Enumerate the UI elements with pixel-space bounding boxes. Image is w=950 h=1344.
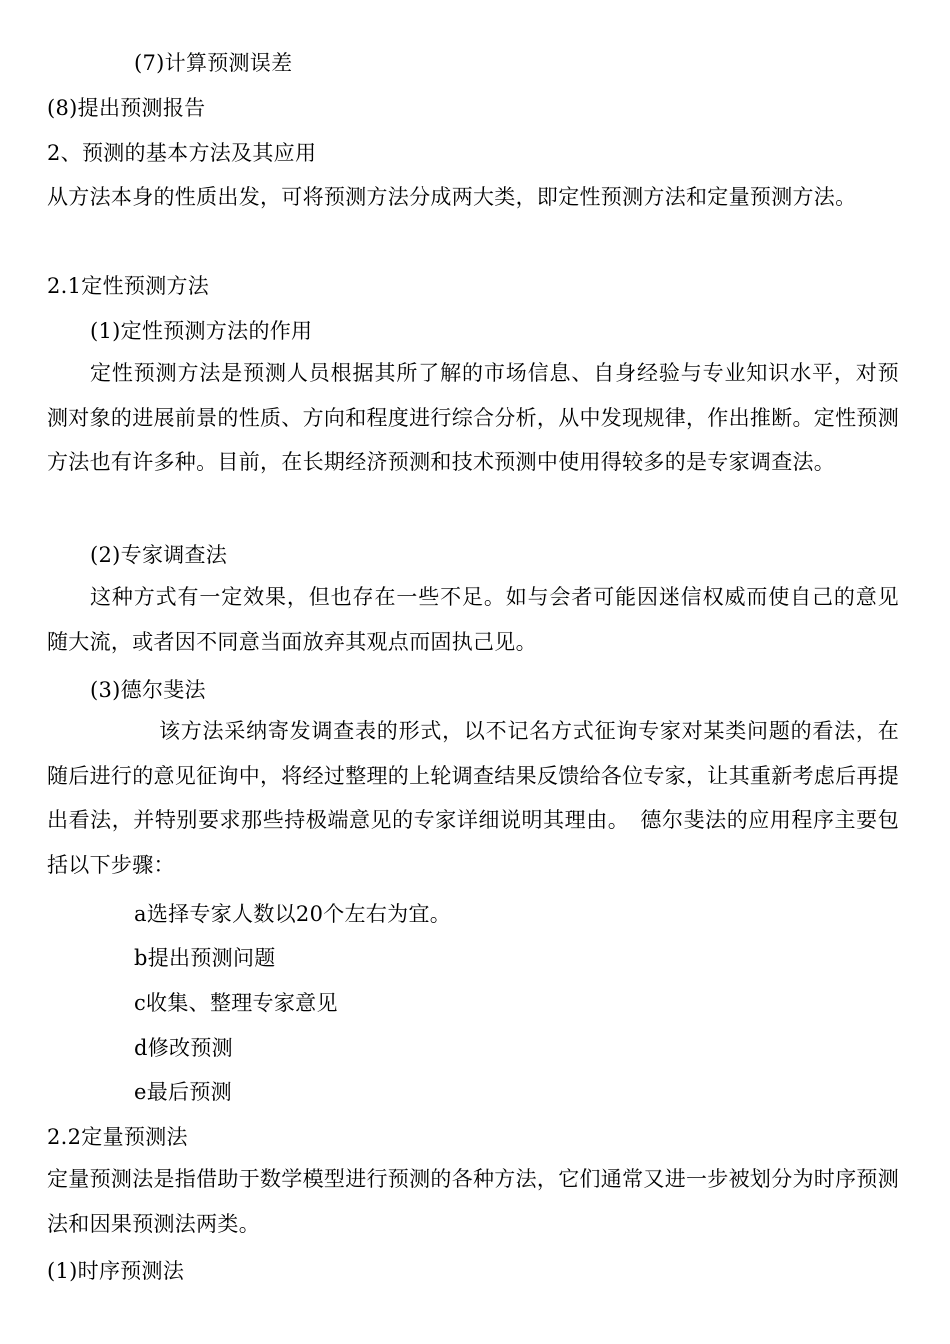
delphi-step-d: d修改预测 <box>134 1036 233 1060</box>
step-8-line: (8)提出预测报告 <box>47 96 206 120</box>
expert-survey-paragraph: 这种方式有一定效果，但也存在一些不足。如与会者可能因迷信权威而使自己的意见随大流，或者因不同意当面放弃其观点而固执己见。 <box>47 585 899 654</box>
qualitative-paragraph: 定性预测方法是预测人员根据其所了解的市场信息、自身经验与专业知识水平，对预测对象的进展前景的性质、方向和程度进行综合分析，从中发现规律，作出推断。定性预测方法也有许多种。目前，在长期经济预测和技术预测中使用得较多的是专家调查法。 <box>47 361 899 475</box>
delphi-paragraph: 该方法采纳寄发调查表的形式，以不记名方式征询专家对某类问题的看法，在随后进行的意见征询中，将经过整理的上轮调查结果反馈给各位专家，让其重新考虑后再提出看法，并特别要求那些持极端意见的专家详细说明其理由。 德尔斐法的应用程序主要包括以下步骤： <box>47 719 899 878</box>
delphi-step-c: c收集、整理专家意见 <box>134 991 338 1015</box>
section-2-2-heading: 2.2定量预测法 <box>47 1125 188 1149</box>
subheading-delphi: (3)德尔斐法 <box>90 678 206 702</box>
delphi-step-e: e最后预测 <box>134 1080 232 1104</box>
section-2-1-heading: 2.1定性预测方法 <box>47 274 210 298</box>
intro-paragraph: 从方法本身的性质出发，可将预测方法分成两大类，即定性预测方法和定量预测方法。 <box>47 185 857 209</box>
delphi-step-a: a选择专家人数以20个左右为宜。 <box>134 902 452 926</box>
subheading-time-series: (1)时序预测法 <box>47 1259 185 1283</box>
subheading-expert-survey: (2)专家调查法 <box>90 543 228 567</box>
subheading-role: (1)定性预测方法的作用 <box>90 319 313 343</box>
delphi-step-b: b提出预测问题 <box>134 946 276 970</box>
section-2-heading: 2、预测的基本方法及其应用 <box>47 141 317 165</box>
quantitative-paragraph: 定量预测法是指借助于数学模型进行预测的各种方法，它们通常又进一步被划分为时序预测法和因果预测法两类。 <box>47 1167 899 1236</box>
step-7-line: (7)计算预测误差 <box>134 51 293 75</box>
